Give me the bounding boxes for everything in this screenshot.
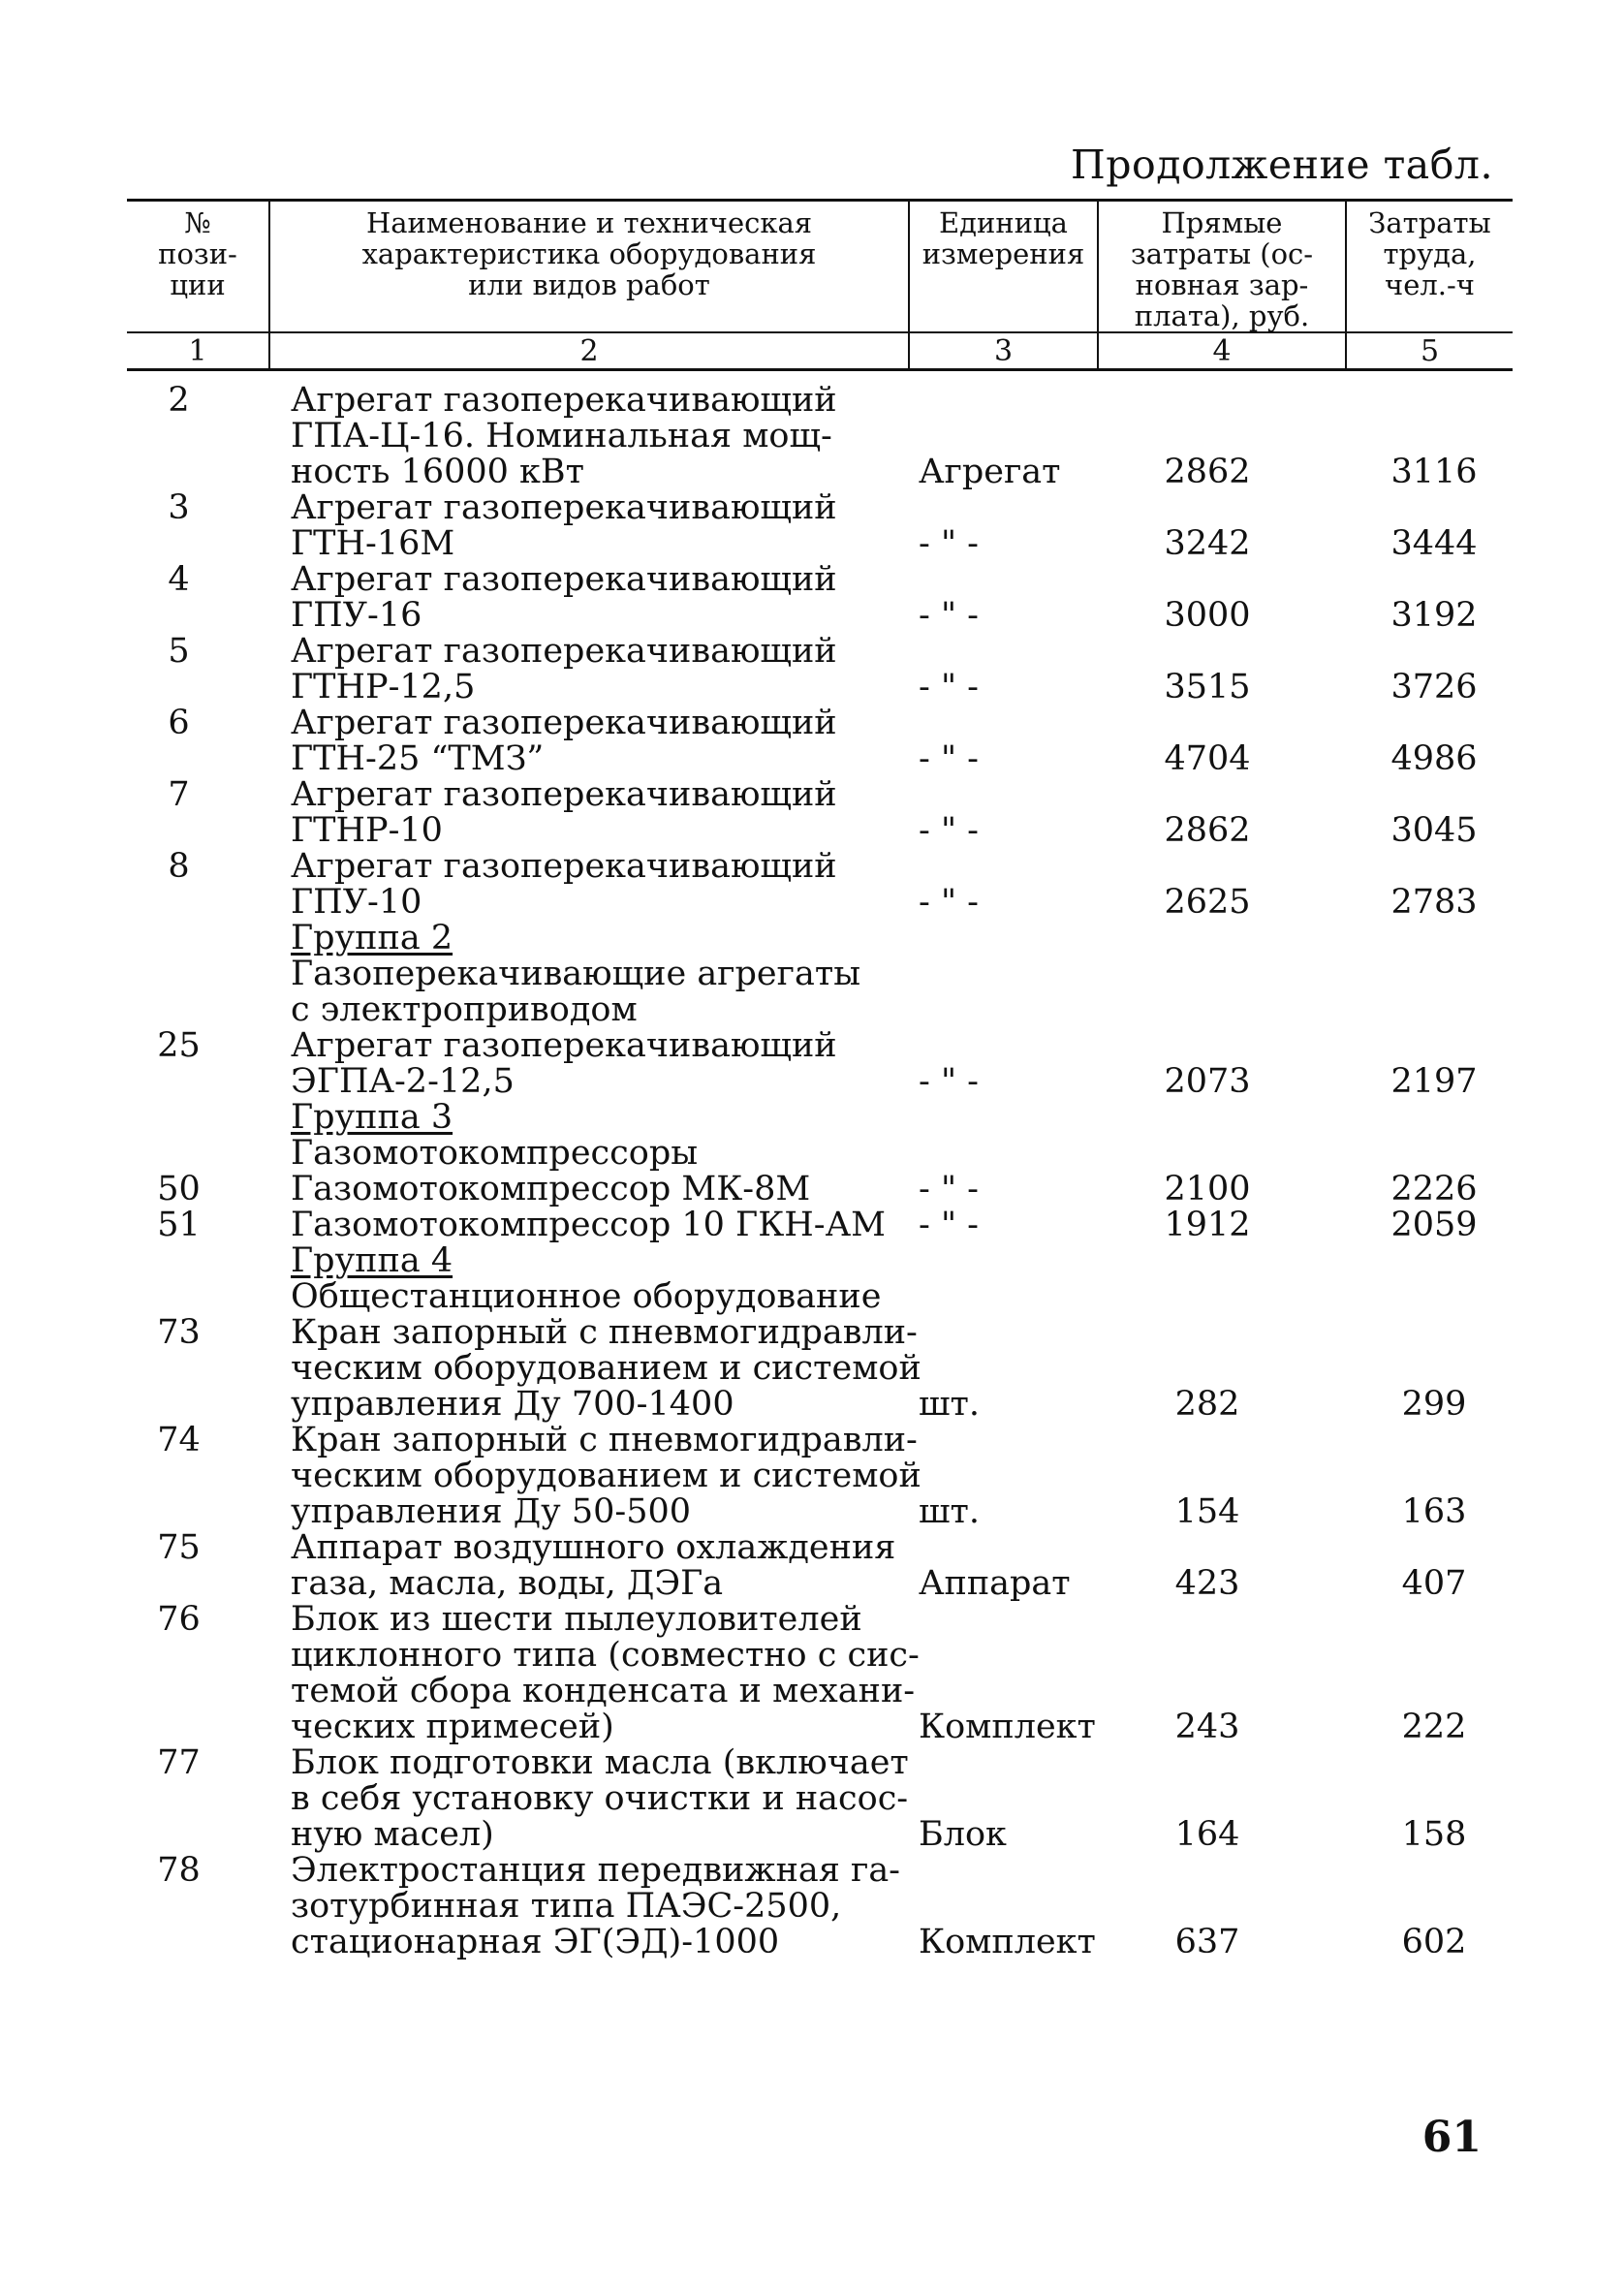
cell-unit: Блок (919, 1815, 1007, 1854)
cell-unit: - " - (919, 524, 980, 563)
cell-position: 75 (157, 1528, 201, 1567)
page-number: 61 (1421, 2113, 1482, 2162)
cell-direct-costs: 4704 (1164, 739, 1251, 778)
table-row (127, 1243, 1513, 1315)
cell-direct-costs: 3242 (1164, 524, 1251, 563)
cell-name (269, 370, 909, 491)
cell-position: 51 (157, 1206, 201, 1244)
table-row (127, 706, 1513, 777)
cell-position: 76 (157, 1600, 201, 1639)
cell-unit: - " - (919, 739, 980, 778)
table-row (127, 1207, 1513, 1243)
cell-unit: Аппарат (919, 1564, 1071, 1603)
column-number: 5 (1346, 332, 1513, 370)
cell-labor: 3444 (1390, 524, 1478, 563)
column-number-row (127, 332, 1513, 370)
name-line: ЭГПА-2-12,5 (291, 1062, 515, 1101)
table-row (127, 1028, 1513, 1100)
cell-unit: - " - (919, 1062, 980, 1101)
cell-unit: Комплект (919, 1708, 1096, 1746)
name-line: Газомотокомпрессоры (291, 1134, 699, 1173)
cell-name (269, 1207, 909, 1243)
cell-labor: 299 (1401, 1385, 1467, 1424)
name-line: Кран запорный с пневмогидравли- (291, 1313, 918, 1352)
name-line: газа, масла, воды, ДЭГа (291, 1564, 724, 1603)
table-row (127, 1315, 1513, 1423)
cell-name (269, 634, 909, 706)
table-row (127, 1100, 1513, 1172)
table-row (127, 1853, 1513, 1960)
cell-name (269, 1313, 921, 1424)
name-line: Аппарат воздушного охлаждения (291, 1528, 896, 1567)
cell-labor: 2783 (1390, 883, 1478, 922)
cell-unit: - " - (919, 1206, 980, 1244)
cell-direct-costs: 2862 (1164, 453, 1251, 491)
cell-position (127, 1243, 269, 1315)
table-row (127, 634, 1513, 706)
cell-direct-costs: 637 (1174, 1923, 1240, 1961)
name-line: ГТНР-12,5 (291, 668, 476, 706)
cell-position: 74 (157, 1421, 201, 1459)
cell-name (269, 1100, 909, 1172)
cell-direct-costs (1098, 1243, 1346, 1315)
header-labor: Затраты труда, чел.-ч (1346, 201, 1513, 333)
cell-labor: 3116 (1390, 453, 1478, 491)
cell-position: 73 (157, 1313, 201, 1352)
cell-name (269, 849, 909, 921)
cell-name (269, 921, 909, 1028)
name-line: Агрегат газоперекачивающий (291, 381, 837, 420)
cell-position: 77 (157, 1743, 201, 1782)
column-number: 1 (127, 332, 269, 370)
cell-name (269, 1530, 909, 1602)
table-row (127, 1745, 1513, 1853)
cell-labor (1346, 921, 1513, 1028)
group-heading: Группа 4 (291, 1241, 453, 1280)
name-line: Кран запорный с пневмогидравли- (291, 1421, 918, 1459)
name-line: ность 16000 кВт (291, 453, 584, 491)
name-line: Агрегат газоперекачивающий (291, 704, 837, 742)
table-body (127, 370, 1513, 1961)
cell-unit: - " - (919, 1170, 980, 1208)
name-line: Общестанционное оборудование (291, 1277, 882, 1316)
table-header-row (127, 201, 1513, 333)
table-row (127, 1172, 1513, 1207)
name-line: ческим оборудованием и системой (291, 1457, 921, 1495)
column-number: 3 (909, 332, 1098, 370)
cell-position: 7 (168, 775, 190, 814)
name-line: Блок подготовки масла (включает (291, 1743, 909, 1782)
table-row (127, 1602, 1513, 1745)
cell-labor: 2197 (1390, 1062, 1478, 1101)
cell-direct-costs (1098, 921, 1346, 1028)
cell-labor: 3726 (1390, 668, 1478, 706)
name-line: зотурбинная типа ПАЭС-2500, (291, 1887, 842, 1926)
cell-position: 5 (168, 632, 190, 671)
cell-position: 6 (168, 704, 190, 742)
cell-name (269, 1745, 909, 1853)
cell-unit: - " - (919, 596, 980, 635)
name-line: Газомотокомпрессор 10 ГКН-АМ (291, 1206, 886, 1244)
name-line: Агрегат газоперекачивающий (291, 632, 837, 671)
cell-direct-costs: 3515 (1164, 668, 1251, 706)
table-row (127, 370, 1513, 491)
name-line: ческих примесей) (291, 1708, 614, 1746)
table-row (127, 1530, 1513, 1602)
cell-name (269, 1243, 909, 1315)
name-line: Газомотокомпрессор МК-8М (291, 1170, 811, 1208)
name-line: Агрегат газоперекачивающий (291, 847, 837, 886)
cell-direct-costs: 154 (1174, 1492, 1240, 1531)
cell-name (269, 777, 909, 849)
cell-position: 78 (157, 1851, 201, 1890)
cell-unit: - " - (919, 668, 980, 706)
table-row (127, 849, 1513, 921)
cell-name (269, 562, 909, 634)
header-position: № пози- ции (127, 201, 269, 333)
cell-direct-costs: 2625 (1164, 883, 1251, 922)
cell-labor: 158 (1401, 1815, 1467, 1854)
cell-labor: 163 (1401, 1492, 1467, 1531)
cell-unit: Агрегат (919, 453, 1061, 491)
table-row (127, 777, 1513, 849)
name-line: ГПУ-16 (291, 596, 422, 635)
name-line: с электроприводом (291, 990, 638, 1029)
table-row (127, 490, 1513, 562)
cell-unit: - " - (919, 811, 980, 850)
cell-direct-costs: 423 (1174, 1564, 1240, 1603)
cell-position: 8 (168, 847, 190, 886)
cell-name (269, 706, 909, 777)
name-line: управления Ду 700-1400 (291, 1385, 734, 1424)
group-heading: Группа 3 (291, 1098, 453, 1137)
cell-labor: 407 (1401, 1564, 1467, 1603)
cell-name (269, 1853, 909, 1960)
group-heading: Группа 2 (291, 919, 453, 957)
cell-name (269, 490, 909, 562)
cell-position: 3 (168, 488, 190, 527)
equipment-table (127, 199, 1513, 1960)
cell-unit: - " - (919, 883, 980, 922)
cell-labor: 3045 (1390, 811, 1478, 850)
cell-name (269, 1028, 909, 1100)
cell-labor: 2059 (1390, 1206, 1478, 1244)
name-line: Электростанция передвижная га- (291, 1851, 901, 1890)
cell-direct-costs: 2100 (1164, 1170, 1251, 1208)
cell-direct-costs: 2073 (1164, 1062, 1251, 1101)
name-line: ГТНР-10 (291, 811, 443, 850)
cell-unit: шт. (919, 1492, 981, 1531)
cell-labor: 2226 (1390, 1170, 1478, 1208)
header-unit: Единица измерения (909, 201, 1098, 333)
cell-labor: 3192 (1390, 596, 1478, 635)
name-line: циклонного типа (совместно с сис- (291, 1636, 920, 1675)
column-number: 2 (269, 332, 909, 370)
cell-direct-costs (1098, 1100, 1346, 1172)
cell-direct-costs: 243 (1174, 1708, 1240, 1746)
cell-position: 50 (157, 1170, 201, 1208)
name-line: ГПА-Ц-16. Номинальная мощ- (291, 417, 832, 455)
cell-direct-costs: 3000 (1164, 596, 1251, 635)
name-line: ГТН-25 “ТМЗ” (291, 739, 545, 778)
cell-unit: шт. (919, 1385, 981, 1424)
cell-unit (909, 1243, 1098, 1315)
name-line: Агрегат газоперекачивающий (291, 775, 837, 814)
name-line: Блок из шести пылеуловителей (291, 1600, 862, 1639)
cell-unit: Комплект (919, 1923, 1096, 1961)
table-row (127, 921, 1513, 1028)
cell-position: 4 (168, 560, 190, 599)
cell-position (127, 921, 269, 1028)
table-row (127, 1423, 1513, 1530)
name-line: Газоперекачивающие агрегаты (291, 955, 861, 993)
cell-name (269, 1421, 921, 1531)
header-direct-costs: Прямые затраты (ос- новная зар- плата), руб. (1098, 201, 1346, 333)
cell-direct-costs: 164 (1174, 1815, 1240, 1854)
column-number: 4 (1098, 332, 1346, 370)
cell-direct-costs: 1912 (1164, 1206, 1251, 1244)
cell-name (269, 1600, 920, 1746)
cell-position (127, 1100, 269, 1172)
cell-position: 2 (168, 381, 190, 420)
name-line: ГТН-16М (291, 524, 455, 563)
table-row (127, 562, 1513, 634)
cell-direct-costs: 2862 (1164, 811, 1251, 850)
name-line: Агрегат газоперекачивающий (291, 560, 837, 599)
cell-labor (1346, 1100, 1513, 1172)
name-line: темой сбора конденсата и механи- (291, 1672, 916, 1710)
name-line: стационарная ЭГ(ЭД)-1000 (291, 1923, 780, 1961)
continuation-label: Продолжение табл. (1071, 141, 1493, 188)
cell-unit (909, 921, 1098, 1028)
cell-labor: 222 (1401, 1708, 1467, 1746)
cell-position: 25 (157, 1026, 201, 1065)
header-name: Наименование и техническая характеристика оборудования или видов работ (269, 201, 909, 333)
cell-name (269, 1172, 909, 1207)
name-line: управления Ду 50-500 (291, 1492, 692, 1531)
name-line: ную масел) (291, 1815, 494, 1854)
cell-labor: 4986 (1390, 739, 1478, 778)
name-line: ГПУ-10 (291, 883, 422, 922)
cell-labor (1346, 1243, 1513, 1315)
name-line: Агрегат газоперекачивающий (291, 488, 837, 527)
name-line: ческим оборудованием и системой (291, 1349, 921, 1388)
cell-direct-costs: 282 (1174, 1385, 1240, 1424)
name-line: в себя установку очистки и насос- (291, 1779, 909, 1818)
cell-unit (909, 1100, 1098, 1172)
name-line: Агрегат газоперекачивающий (291, 1026, 837, 1065)
cell-labor: 602 (1401, 1923, 1467, 1961)
